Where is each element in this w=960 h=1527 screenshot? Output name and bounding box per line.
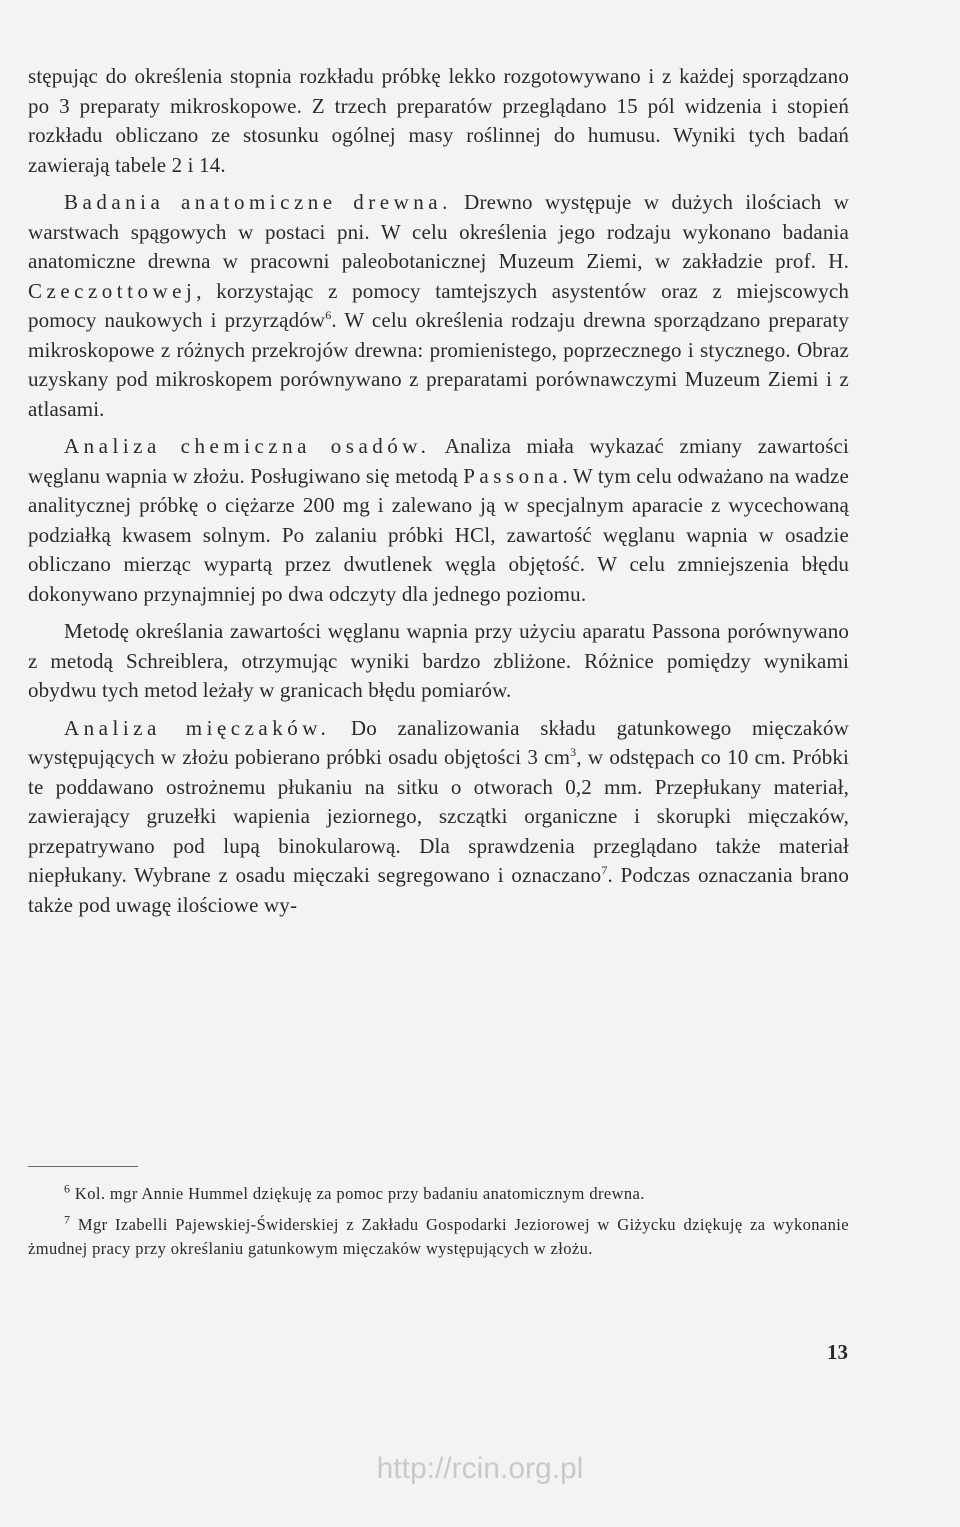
paragraph-method-comparison: Metodę określania zawartości węglanu wapnia przy użyciu aparatu Passona porównywano z metodą Schreiblera, otrzymując wyniki bardzo zbliżone. Różnice pomiędzy wynikami obydwu tych metod leżały w granicach błędu pomiarów.	[28, 619, 849, 702]
section-heading-wood-anatomy: Badania anatomiczne drewna.	[64, 190, 452, 214]
page-number: 13	[827, 1340, 848, 1364]
footnote-7: $^7$ Mgr Izabelli Pajewskiej-Świderskiej z Zakładu Gospodarki Jeziorowej w Giżycku dziękuję za wykonanie żmudnej pracy przy określaniu gatunkowym mięczaków występujących w złożu.	[28, 1212, 849, 1258]
person-name: Czeczottowej	[28, 278, 197, 303]
footnote-ref: 6	[325, 308, 332, 322]
main-text	[28, 62, 849, 920]
footnote-divider	[28, 1166, 138, 1167]
footnote-mark: 6	[64, 1181, 71, 1196]
paragraph-chemical-analysis: Analiza chemiczna osadów. Analiza miała wykazać zmiany zawartości węglanu wapnia w złożu. Posługiwano się metodą Passona. W tym celu odważano na wadze analitycznej próbkę o ciężarze 200 mg i zalewano ją w specjalnym aparacie z wycechowaną podziałką kwasem solnym. Po zalaniu próbki HCl, zawartość węglanu wapnia w osadzie obliczano mierząc wypartą przez dwutlenek węgla objętość. W celu zmniejszenia błędu dokonywano przynajmniej po dwa odczyty dla jednego poziomu.	[28, 434, 849, 606]
footnotes	[28, 1182, 849, 1268]
method-name: Passona	[463, 463, 563, 488]
paragraph-wood-anatomy: Badania anatomiczne drewna. Drewno występuje w dużych ilościach w warstwach spągowych w postaci pni. W celu określenia jego rodzaju wykonano badania anatomiczne drewna w pracowni paleobotanicznej Muzeum Ziemi, w zakładzie prof. H. Czeczottowej, korzystając z pomocy tamtejszych asystentów oraz z miejscowych pomocy naukowych i przyrządów$^6$. W celu określenia rodzaju drewna sporządzano preparaty mikroskopowe z różnych przekrojów drewna: promienistego, poprzecznego i stycznego. Obraz uzyskany pod mikroskopem porównywano z preparatami porównawczymi Muzeum Ziemi i z atlasami.	[28, 190, 849, 421]
section-heading-chemical-analysis: Analiza chemiczna osadów.	[64, 434, 431, 458]
footnote-6: $^6$ Kol. mgr Annie Hummel dziękuję za pomoc przy badaniu anatomicznym drewna.	[64, 1181, 645, 1203]
watermark-url: http://rcin.org.pl	[376, 1452, 584, 1485]
paragraph-decomposition: stępując do określenia stopnia rozkładu próbkę lekko rozgotowywano i z każdej sporządzano po 3 preparaty mikroskopowe. Z trzech preparatów przeglądano 15 pól widzenia i stopień rozkładu obliczano ze stosunku ogólnej masy roślinnej do humusu. Wyniki tych badań zawierają tabele 2 i 14.	[28, 64, 849, 177]
footnote-ref: 7	[601, 863, 608, 877]
paragraph-mollusc-analysis: Analiza mięczaków. Do zanalizowania składu gatunkowego mięczaków występujących w złożu pobierano próbki osadu objętości 3 $cm^3$, w odstępach co 10 cm. Próbki te poddawano ostrożnemu płukaniu na sitku o otworach 0,2 mm. Przepłukany materiał, zawierający gruzełki wapienia jeziornego, szczątki organiczne i skorupki mięczaków, przepatrywano pod lupą binokularową. Dla sprawdzenia przeglądano także materiał niepłukany. Wybrane z osadu mięczaki segregowano i oznaczano$^7$. Podczas oznaczania brano także pod uwagę ilościowe wy-	[28, 715, 850, 917]
footnote-mark: 7	[64, 1212, 71, 1226]
section-heading-mollusc-analysis: Analiza mięczaków.	[64, 715, 331, 740]
superscript-unit: 3	[570, 745, 577, 759]
